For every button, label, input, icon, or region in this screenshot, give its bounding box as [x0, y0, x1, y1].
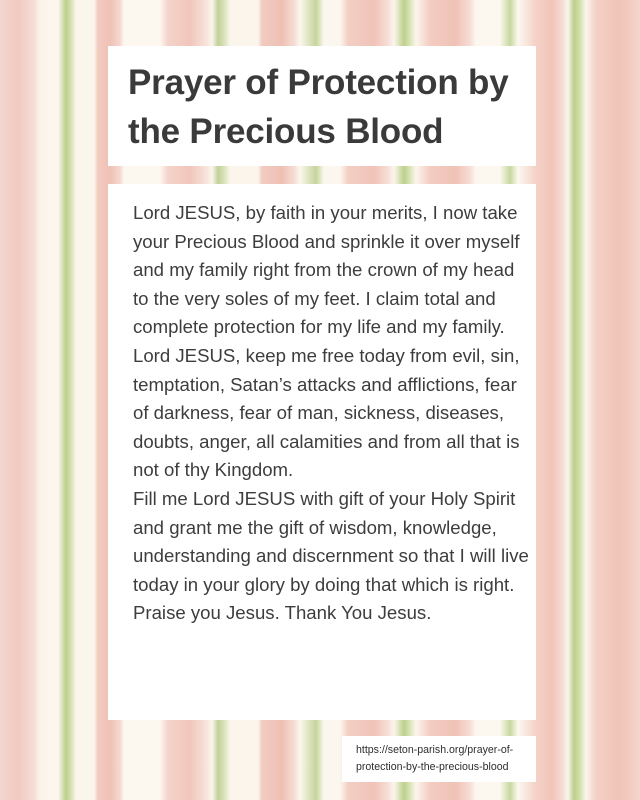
prayer-card [108, 184, 536, 720]
prayer-paragraph-4: Praise you Jesus. Thank You Jesus. [133, 602, 432, 624]
page-title [128, 58, 528, 156]
source-url-line-2: protection-by-the-precious-blood [356, 761, 509, 773]
prayer-text [133, 199, 533, 628]
title-card [108, 46, 536, 166]
source-card [342, 736, 536, 782]
prayer-paragraph-3: Fill me Lord JESUS with gift of your Holy Spirit and grant me the gift of wisdom, knowledge, understanding and discernment so that I will live today in your glory by doing that which is right. [133, 487, 529, 595]
prayer-paragraph-1: Lord JESUS, by faith in your merits, I now take your Precious Blood and sprinkle it over myself and my family right from the crown of my head to the very soles of my feet. I claim total and complete protection for my life and my family. [133, 202, 520, 338]
source-url-line-1: https://seton-parish.org/prayer-of- [356, 744, 514, 756]
source-url [356, 742, 532, 776]
prayer-paragraph-2: Lord JESUS, keep me free today from evil, sin, temptation, Satan’s attacks and afflictions, fear of darkness, fear of man, sickness, diseases, doubts, anger, all calamities and from all that is not of thy Kingdom. [133, 344, 520, 481]
title-line-1: Prayer of Protection by [128, 63, 509, 102]
title-line-2: the Precious Blood [128, 112, 444, 151]
